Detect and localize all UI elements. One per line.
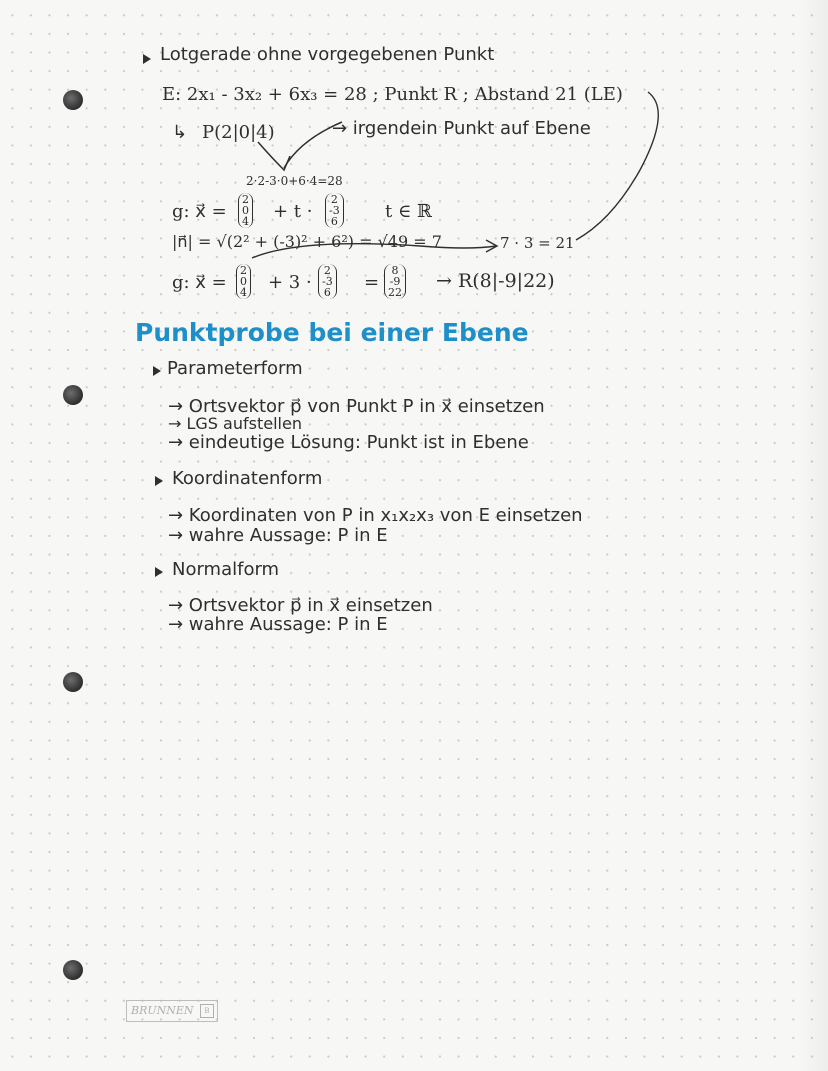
plus-t: + t · (273, 201, 313, 222)
vector-component: 2 (240, 264, 247, 277)
line-g-result-label: g: x⃗ = (172, 272, 227, 293)
koordinatenform-line-2: → wahre Aussage: P in E (168, 525, 388, 546)
arrow-to-check (284, 122, 342, 168)
subsection-parameterform: Parameterform (167, 358, 303, 379)
section-title-lotgerade: Lotgerade ohne vorgegebenen Punkt (160, 44, 495, 65)
parameter-domain: t ∈ ℝ (385, 201, 432, 222)
point-p: P(2|0|4) (202, 122, 275, 143)
bullet-marker (155, 567, 163, 577)
equals-sign: = (364, 272, 380, 293)
plane-equation: E: 2x₁ - 3x₂ + 6x₃ = 28 ; Punkt R ; Abstand 21 (LE) (162, 84, 623, 105)
parameterform-line-1: → Ortsvektor p⃗ von Punkt P in x⃗ einsetzen (168, 396, 545, 417)
subsection-koordinatenform: Koordinatenform (172, 468, 323, 489)
point-r: → R(8|-9|22) (436, 270, 555, 292)
return-arrow-icon: ↳ (172, 122, 188, 143)
vector-component: 22 (388, 286, 402, 299)
arrow-factor-link (252, 244, 496, 258)
bullet-marker (153, 366, 161, 376)
vector-component: -3 (322, 275, 333, 288)
plus-three: + 3 · (268, 272, 312, 293)
normal-vector-length: |n⃗| = √(2² + (-3)² + 6²) = √49 = 7 (172, 232, 442, 251)
parameterform-line-3: → eindeutige Lösung: Punkt ist in Ebene (168, 432, 529, 453)
normalform-line-2: → wahre Aussage: P in E (168, 614, 388, 635)
bullet-marker (155, 476, 163, 486)
brand-name: BRUNNEN (131, 1004, 194, 1017)
arrow-distance-link (576, 92, 658, 240)
parameterform-line-2: → LGS aufstellen (168, 414, 302, 433)
vector-component: -3 (329, 204, 340, 217)
point-note: → irgendein Punkt auf Ebene (332, 118, 591, 139)
vector-component: 0 (242, 204, 249, 217)
check-calculation: 2·2-3·0+6·4=28 (246, 174, 343, 188)
vector-component: 2 (323, 264, 331, 277)
vector-component: 4 (242, 215, 249, 228)
vector-component: 8 (391, 264, 399, 277)
arrow-head-check (258, 142, 290, 170)
vector-component: -9 (389, 275, 401, 288)
vector-component: 2 (242, 193, 249, 206)
normalform-line-1: → Ortsvektor p⃗ in x⃗ einsetzen (168, 595, 433, 616)
brand-mark-icon: B (200, 1004, 214, 1018)
vector-component: 2 (330, 193, 338, 206)
subsection-normalform: Normalform (172, 559, 280, 580)
vector-component: 0 (240, 275, 247, 288)
vector-component: 6 (330, 215, 338, 228)
vector-component: 6 (323, 286, 331, 299)
brand-logo (126, 1000, 218, 1022)
line-g-label: g: x⃗ = (172, 201, 227, 222)
koordinatenform-line-1: → Koordinaten von P in x₁x₂x₃ von E einsetzen (168, 505, 583, 526)
distance-factor: 7 · 3 = 21 (500, 234, 575, 252)
section-heading-punktprobe: Punktprobe bei einer Ebene (135, 318, 529, 347)
vector-component: 4 (240, 286, 247, 299)
